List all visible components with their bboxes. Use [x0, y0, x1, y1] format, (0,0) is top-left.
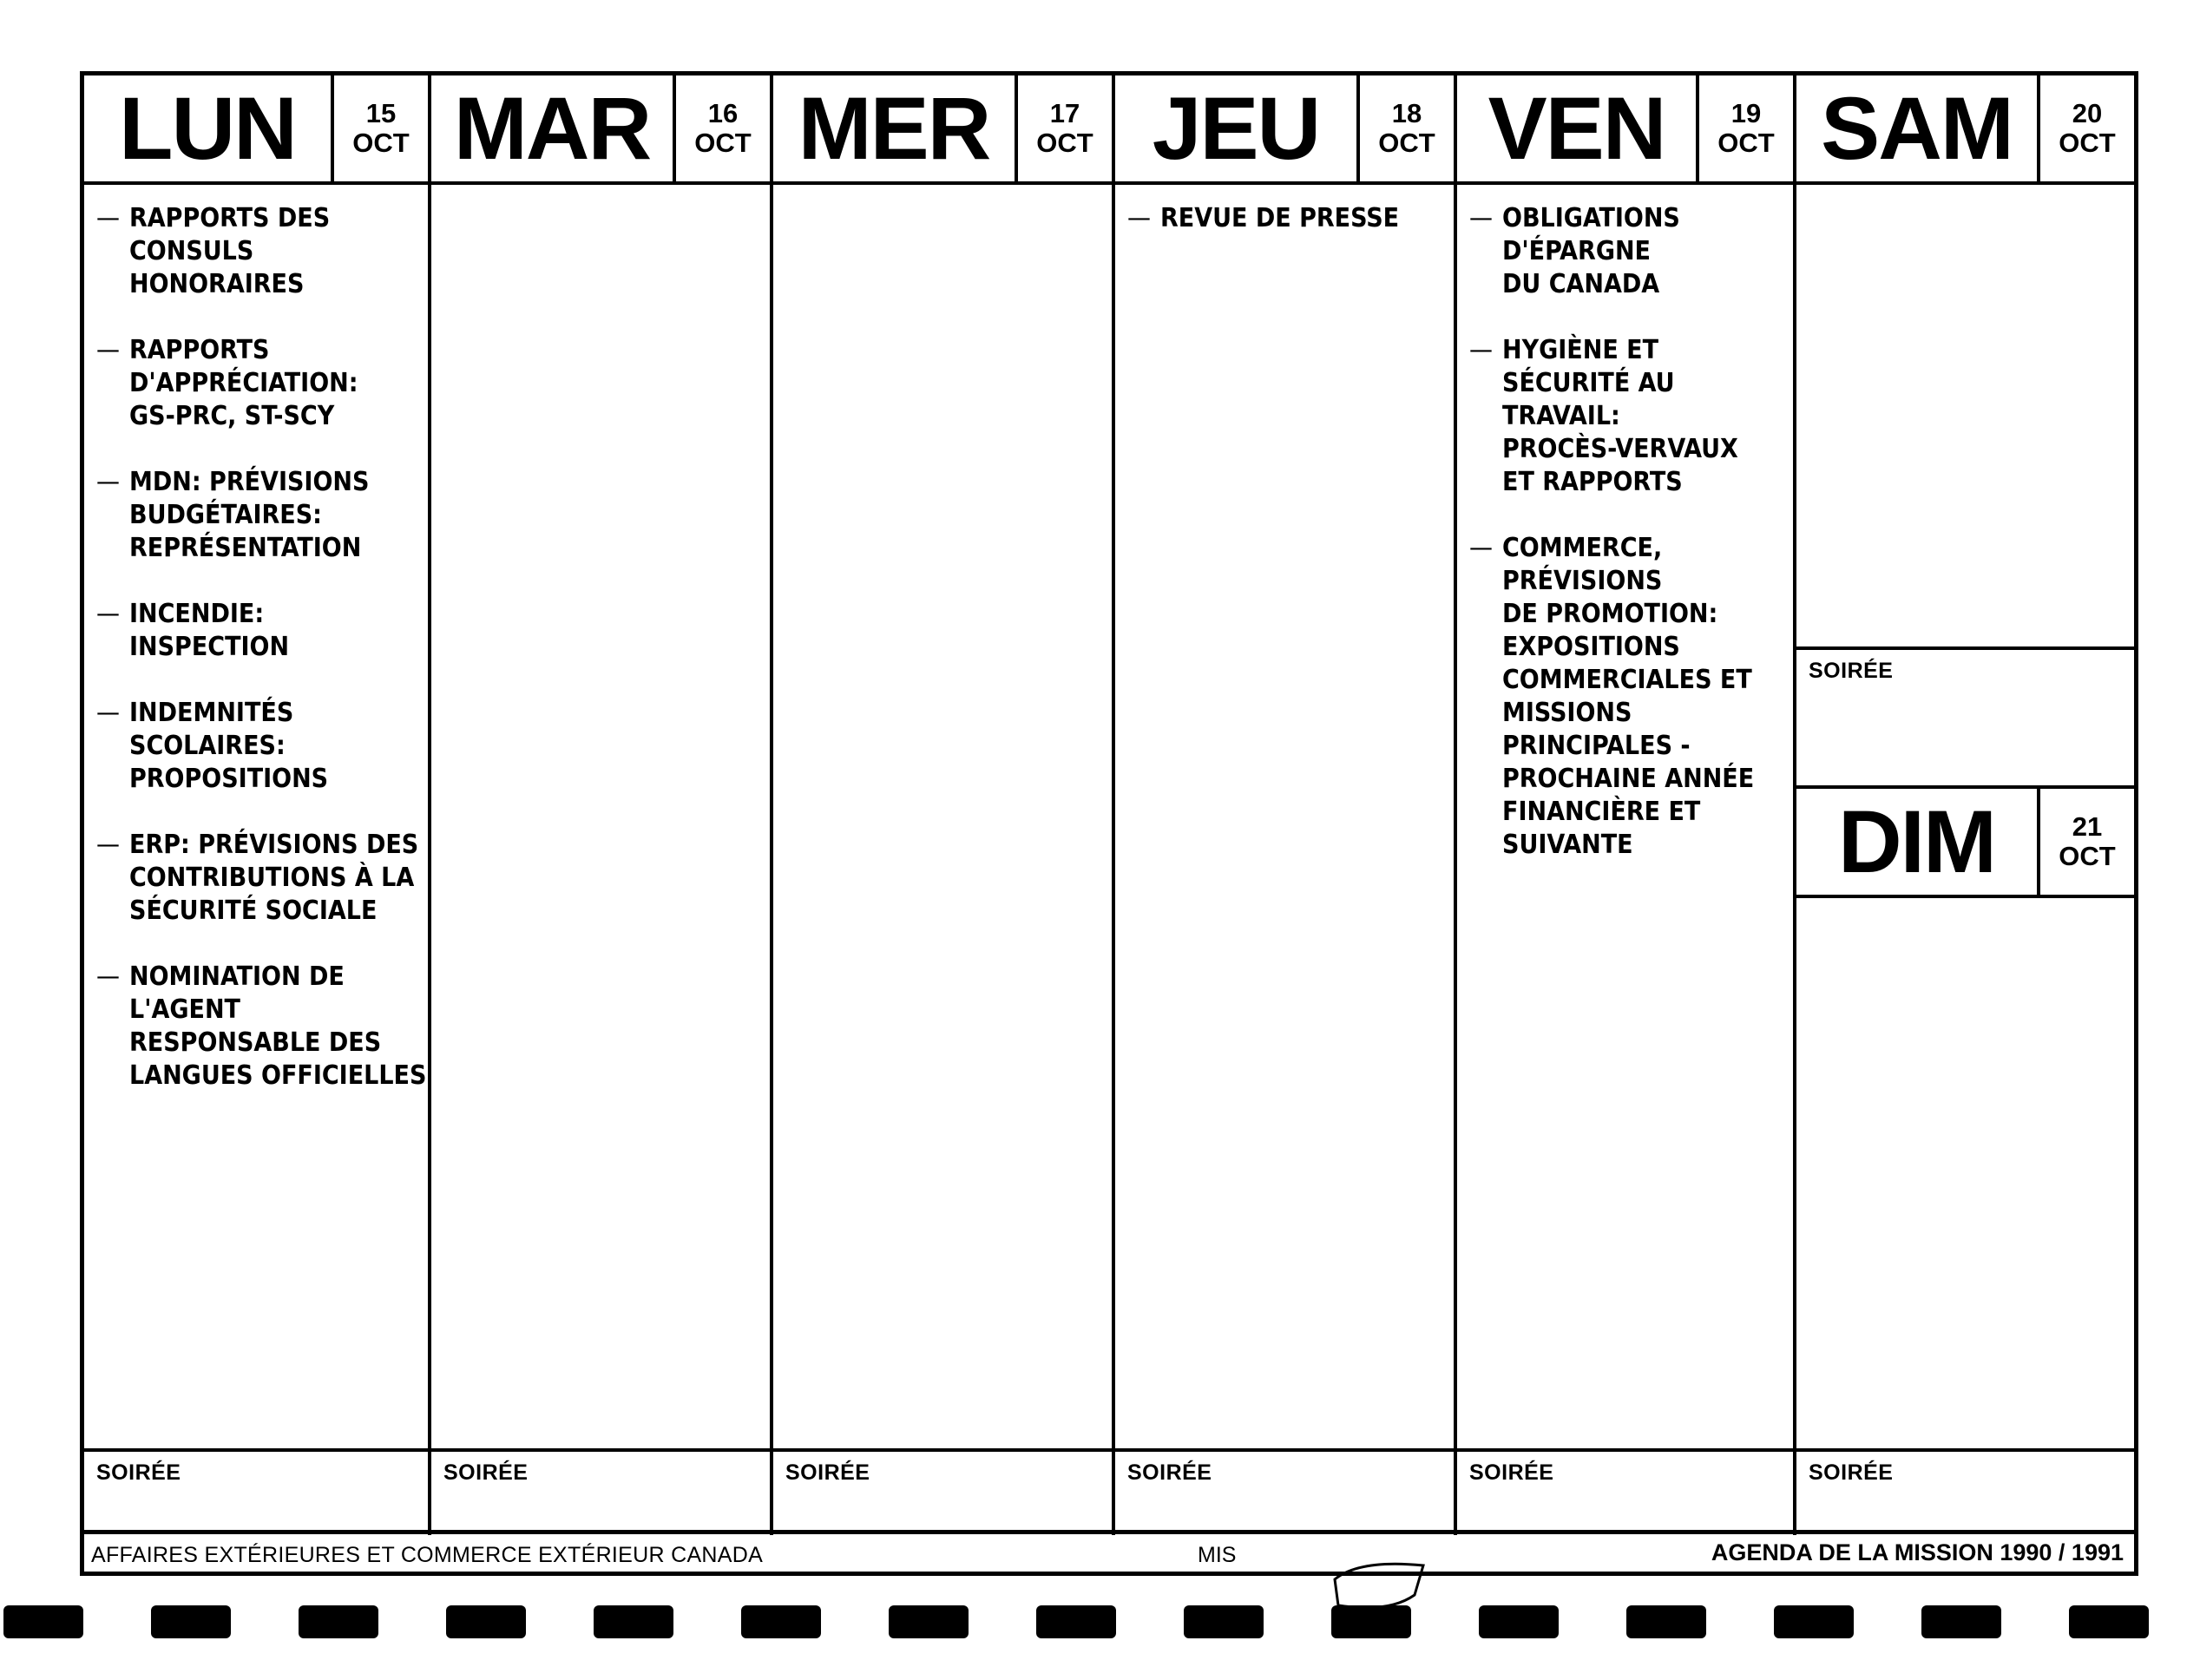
perforation-hole: [889, 1605, 969, 1638]
perforation-hole: [2069, 1605, 2149, 1638]
perforation-hole: [594, 1605, 673, 1638]
day-number: 18: [1391, 98, 1422, 128]
day-name: MAR: [431, 75, 676, 181]
agenda-item-list: [431, 185, 770, 202]
agenda-item: — REVUE DE PRESSE: [1115, 202, 1454, 235]
agenda-item: — HYGIÈNE ET SÉCURITÉ AU TRAVAIL: PROCÈS-VERVAUX ET RAPPORTS: [1457, 334, 1793, 499]
sunday-date: [2040, 789, 2134, 895]
agenda-item: — MDN: PRÉVISIONS BUDGÉTAIRES: REPRÉSENTATION: [84, 466, 428, 565]
perforation-hole: [741, 1605, 821, 1638]
perforation-hole: [3, 1605, 83, 1638]
saturday-evening-label: SOIRÉE: [1809, 659, 1894, 683]
day-name: MER: [773, 75, 1018, 181]
weekend-column: [1796, 75, 2134, 1535]
day-evening-box: [1457, 1448, 1793, 1535]
agenda-item: — RAPPORTS DES CONSULS HONORAIRES: [84, 202, 428, 301]
perforation-hole: [1479, 1605, 1559, 1638]
perforation-hole: [1921, 1605, 2001, 1638]
day-month: OCT: [1378, 128, 1435, 158]
day-month: OCT: [1717, 128, 1775, 158]
evening-label: SOIRÉE: [785, 1460, 870, 1485]
day-column-mar: [431, 75, 773, 1535]
footer-agenda-title: AGENDA DE LA MISSION 1990 / 1991: [1711, 1539, 2124, 1565]
day-month: OCT: [352, 128, 410, 158]
day-evening-box: [84, 1448, 428, 1535]
evening-label: SOIRÉE: [96, 1460, 181, 1485]
weekly-agenda-page: [80, 71, 2138, 1576]
saturday-day-number: 20: [2072, 98, 2103, 128]
agenda-item: — COMMERCE, PRÉVISIONS DE PROMOTION: EXPOSITIONS COMMERCIALES ET MISSIONS PRINCIPALES - PROCHAINE ANNÉE FINANCIÈRE ET SUIVANTE: [1457, 532, 1793, 862]
saturday-month: OCT: [2059, 128, 2116, 158]
day-evening-box: [1115, 1448, 1454, 1535]
day-number: 17: [1049, 98, 1080, 128]
day-date: [1360, 75, 1454, 181]
agenda-item: — NOMINATION DE L'AGENT RESPONSABLE DES LANGUES OFFICIELLES: [84, 961, 428, 1093]
evening-label: SOIRÉE: [443, 1460, 529, 1485]
perforation-hole: [1331, 1605, 1411, 1638]
sunday-day-number: 21: [2072, 811, 2103, 842]
perforation-hole: [1774, 1605, 1854, 1638]
day-header: [773, 75, 1112, 185]
evening-label: SOIRÉE: [1127, 1460, 1212, 1485]
binder-perforation-strip: [0, 1605, 2200, 1642]
agenda-item-list: [1115, 185, 1454, 235]
day-number: 19: [1730, 98, 1762, 128]
day-date: [1018, 75, 1112, 181]
footer-department: AFFAIRES EXTÉRIEURES ET COMMERCE EXTÉRIEUR CANADA: [91, 1543, 764, 1567]
day-header: [431, 75, 770, 185]
day-notes-area: [773, 185, 1112, 1448]
sunday-name: DIM: [1796, 789, 2040, 895]
page-footer: [84, 1530, 2134, 1572]
day-evening-box: [773, 1448, 1112, 1535]
agenda-item: — INDEMNITÉS SCOLAIRES: PROPOSITIONS: [84, 697, 428, 796]
agenda-item-list: [773, 185, 1112, 202]
perforation-hole: [151, 1605, 231, 1638]
sunday-header: [1796, 789, 2134, 898]
perforation-hole: [446, 1605, 526, 1638]
day-notes-area: [431, 185, 770, 1448]
saturday-name: SAM: [1796, 75, 2040, 181]
sunday-evening-label: SOIRÉE: [1809, 1460, 1894, 1485]
day-notes-area: [84, 185, 428, 1448]
perforation-hole: [299, 1605, 378, 1638]
agenda-item: — OBLIGATIONS D'ÉPARGNE DU CANADA: [1457, 202, 1793, 301]
perforation-hole: [1036, 1605, 1116, 1638]
footer-code: MIS: [1198, 1543, 1237, 1567]
day-month: OCT: [1036, 128, 1093, 158]
agenda-item-list: [84, 185, 428, 1093]
sunday-month: OCT: [2059, 841, 2116, 871]
day-date: [676, 75, 770, 181]
day-number: 16: [707, 98, 739, 128]
saturday-header: [1796, 75, 2134, 185]
day-notes-area: [1457, 185, 1793, 1448]
agenda-item: — INCENDIE: INSPECTION: [84, 598, 428, 664]
saturday-evening-box: [1796, 650, 2134, 789]
day-column-jeu: [1115, 75, 1457, 1535]
day-name: VEN: [1457, 75, 1699, 181]
day-number: 15: [365, 98, 397, 128]
day-column-lun: [84, 75, 431, 1535]
sunday-evening-box: [1796, 1448, 2134, 1535]
agenda-item: — RAPPORTS D'APPRÉCIATION: GS-PRC, ST-SCY: [84, 334, 428, 433]
day-date: [1699, 75, 1793, 181]
day-column-ven: [1457, 75, 1796, 1535]
day-header: [1457, 75, 1793, 185]
saturday-date: [2040, 75, 2134, 181]
perforation-hole: [1184, 1605, 1264, 1638]
day-header: [84, 75, 428, 185]
day-column-mer: [773, 75, 1115, 1535]
day-evening-box: [431, 1448, 770, 1535]
day-date: [334, 75, 428, 181]
day-month: OCT: [694, 128, 752, 158]
evening-label: SOIRÉE: [1469, 1460, 1554, 1485]
perforation-hole: [1626, 1605, 1706, 1638]
day-notes-area: [1115, 185, 1454, 1448]
saturday-notes-area: [1796, 185, 2134, 650]
day-name: JEU: [1115, 75, 1360, 181]
agenda-item-list: [1457, 185, 1793, 862]
sunday-notes-area: [1796, 898, 2134, 1448]
day-header: [1115, 75, 1454, 185]
agenda-item: — ERP: PRÉVISIONS DES CONTRIBUTIONS À LA SÉCURITÉ SOCIALE: [84, 829, 428, 928]
day-name: LUN: [84, 75, 334, 181]
